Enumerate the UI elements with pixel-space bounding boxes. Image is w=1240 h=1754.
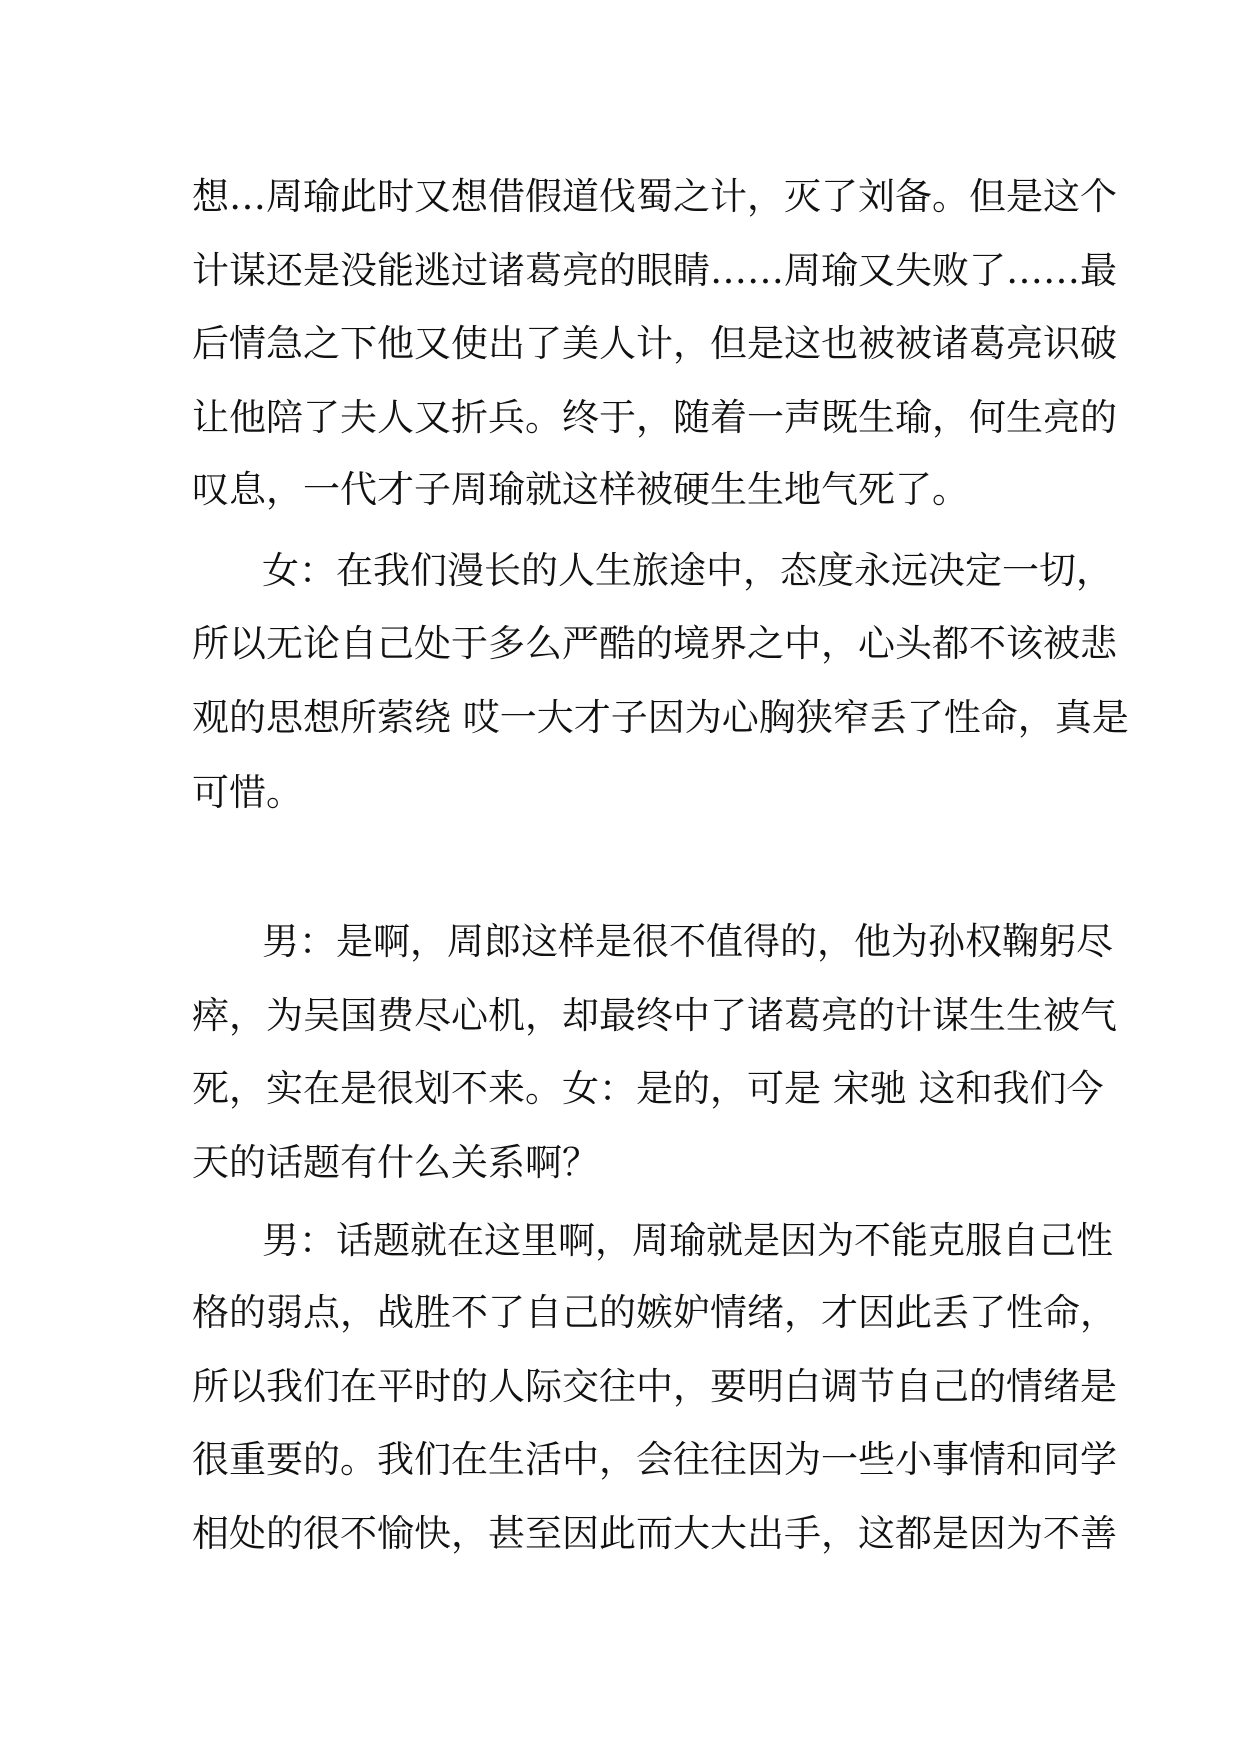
text-line: 让他陪了夫人又折兵。终于，随着一声既生瑜，何生亮的	[192, 396, 1117, 439]
text-line: 可惜。	[192, 771, 303, 814]
text-line: 瘁，为吴国费尽心机，却最终中了诸葛亮的计谋生生被气	[192, 994, 1117, 1037]
text-line: 观的思想所萦绕 哎一大才子因为心胸狭窄丢了性命，真是	[192, 696, 1129, 739]
text-line: 后情急之下他又使出了美人计，但是这也被被诸葛亮识破	[192, 322, 1117, 365]
paragraph-first-line: 女：在我们漫长的人生旅途中，态度永远决定一切，	[262, 549, 1113, 592]
text-line: 计谋还是没能逃过诸葛亮的眼睛……周瑜又失败了……最	[192, 249, 1117, 292]
paragraph-first-line: 男：话题就在这里啊，周瑜就是因为不能克服自己性	[262, 1219, 1113, 1262]
text-line: 想…周瑜此时又想借假道伐蜀之计，灭了刘备。但是这个	[192, 175, 1117, 218]
paragraph-first-line: 男：是啊，周郎这样是很不值得的，他为孙权鞠躬尽	[262, 920, 1113, 963]
text-line: 相处的很不愉快，甚至因此而大大出手，这都是因为不善	[192, 1512, 1117, 1555]
text-line: 死，实在是很划不来。女：是的，可是 宋驰 这和我们今	[192, 1067, 1104, 1110]
text-line: 所以我们在平时的人际交往中，要明白调节自己的情绪是	[192, 1365, 1117, 1408]
text-line: 很重要的。我们在生活中，会往往因为一些小事情和同学	[192, 1438, 1117, 1481]
text-line: 天的话题有什么关系啊？	[192, 1141, 599, 1184]
text-line: 格的弱点，战胜不了自己的嫉妒情绪，才因此丢了性命，	[192, 1291, 1117, 1334]
text-line: 所以无论自己处于多么严酷的境界之中，心头都不该被悲	[192, 622, 1117, 665]
text-line: 叹息，一代才子周瑜就这样被硬生生地气死了。	[192, 468, 969, 511]
